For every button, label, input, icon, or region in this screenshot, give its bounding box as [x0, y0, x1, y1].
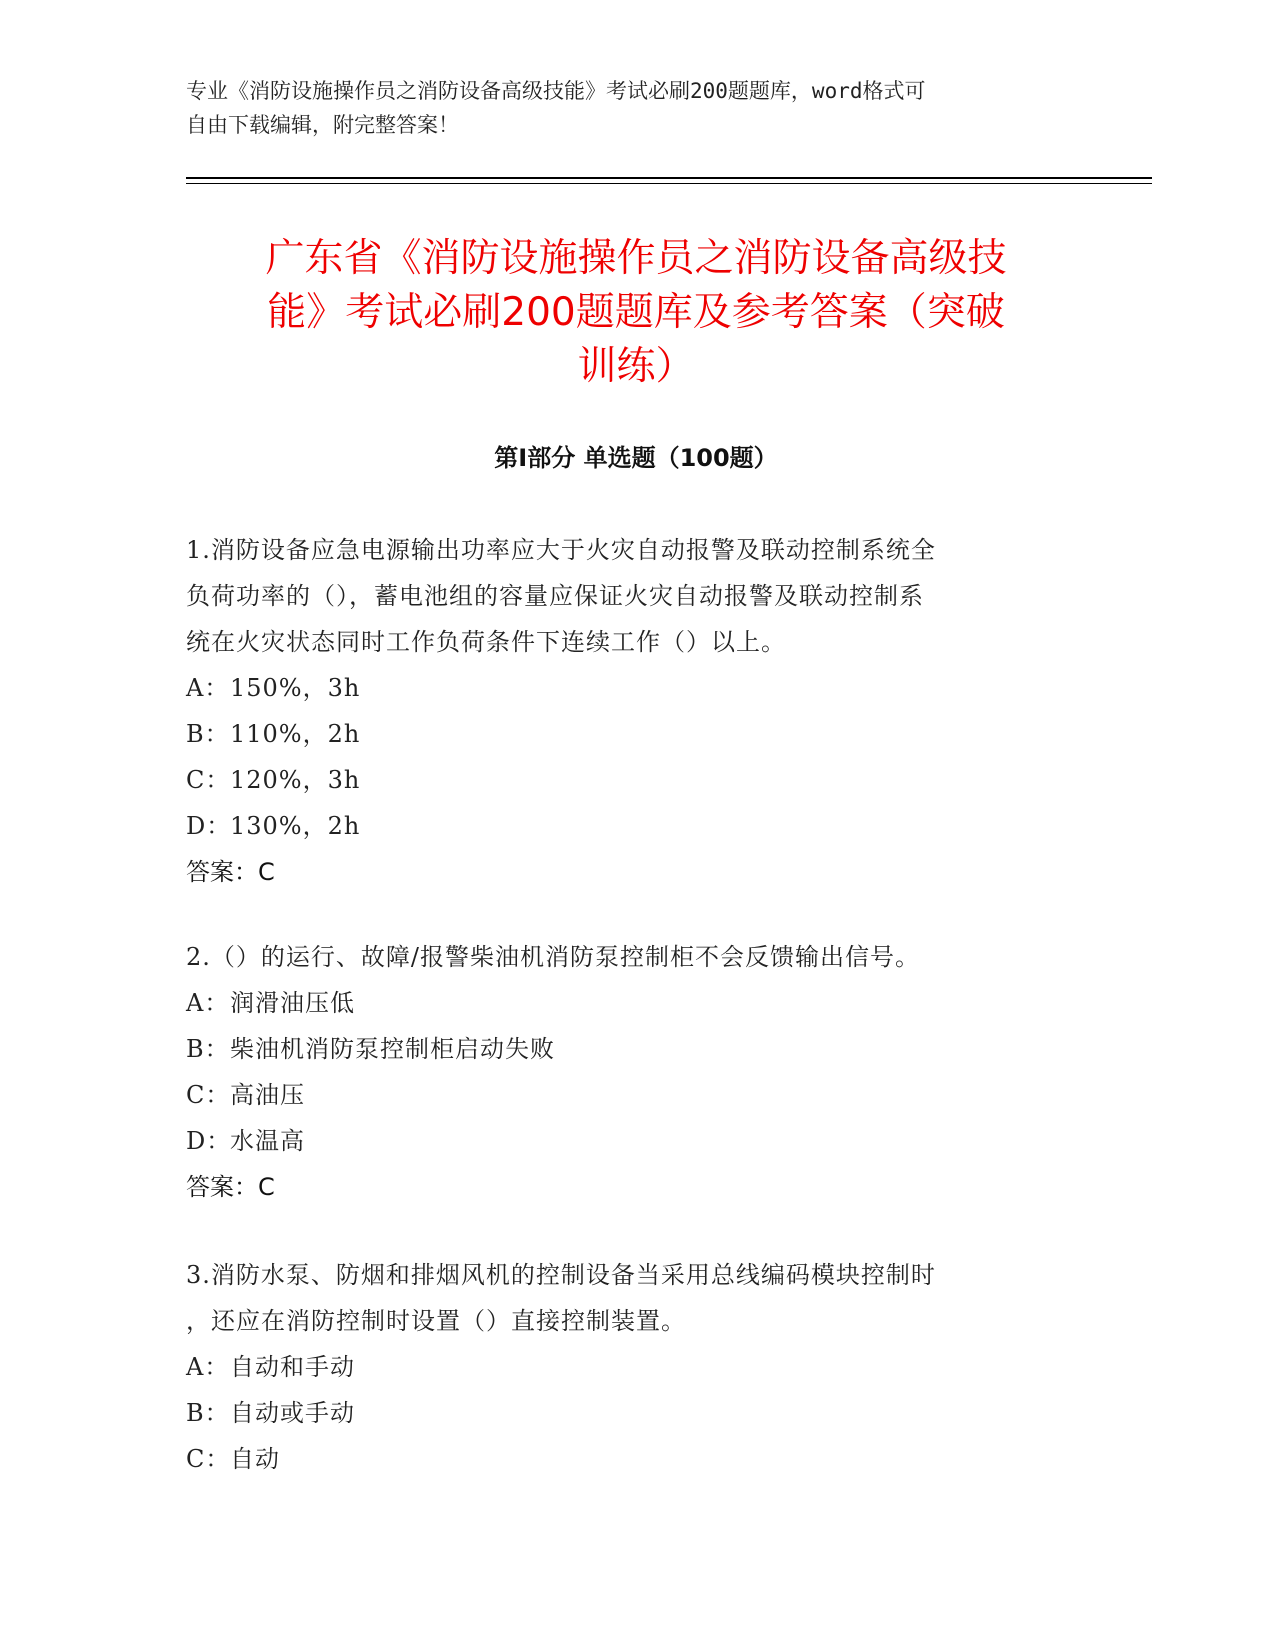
- option-key: B：: [186, 720, 230, 748]
- option-key: B：: [186, 1035, 230, 1063]
- header-note-line-1: 专业《消防设施操作员之消防设备高级技能》考试必刷200题题库，word格式可: [186, 79, 926, 103]
- option-text: 柴油机消防泵控制柜启动失败: [230, 1035, 555, 1063]
- option-text: 高油压: [230, 1081, 305, 1109]
- option-key: C：: [186, 1081, 231, 1109]
- section-title: 第Ⅰ部分 单选题（100题）: [494, 444, 778, 472]
- answer: 答案：C: [186, 1173, 275, 1201]
- header-divider-thick: [186, 177, 1152, 179]
- option-text: 130%，2h: [230, 812, 361, 840]
- option-c: [186, 1072, 1066, 1118]
- question-stem-line: 1.消防设备应急电源输出功率应大于火灾自动报警及联动控制系统全: [186, 536, 936, 564]
- document-title-line-1: 广东省《消防设施操作员之消防设备高级技: [265, 236, 1007, 281]
- option-a: [186, 980, 1066, 1026]
- question-2: [186, 934, 1066, 1210]
- document-title-line-3: 训练）: [577, 344, 695, 389]
- option-text: 110%，2h: [230, 720, 361, 748]
- option-a: [186, 1344, 1066, 1390]
- option-key: D：: [186, 1127, 232, 1155]
- question-stem-line: 统在火灾状态同时工作负荷条件下连续工作（）以上。: [186, 628, 786, 656]
- option-a: [186, 665, 1066, 711]
- header-note: [186, 74, 1086, 142]
- option-text: 水温高: [230, 1127, 305, 1155]
- header-divider-thin: [186, 183, 1152, 184]
- question-1: [186, 527, 1066, 895]
- option-text: 150%，3h: [230, 674, 361, 702]
- option-b: [186, 1026, 1066, 1072]
- option-b: [186, 711, 1066, 757]
- option-b: [186, 1390, 1066, 1436]
- option-key: D：: [186, 812, 232, 840]
- option-text: 自动或手动: [230, 1399, 355, 1427]
- option-c: [186, 1436, 1066, 1482]
- question-stem-line: 负荷功率的（），蓄电池组的容量应保证火灾自动报警及联动控制系: [186, 582, 924, 610]
- option-text: 自动: [230, 1445, 280, 1473]
- document-title: [186, 232, 1086, 394]
- option-key: A：: [186, 1353, 230, 1381]
- option-text: 润滑油压低: [230, 989, 355, 1017]
- option-key: B：: [186, 1399, 230, 1427]
- option-d: [186, 1118, 1066, 1164]
- question-stem-line: 2.（）的运行、故障/报警柴油机消防泵控制柜不会反馈输出信号。: [186, 943, 920, 971]
- option-key: A：: [186, 989, 230, 1017]
- document-title-line-2: 能》考试必刷200题题库及参考答案（突破: [267, 290, 1005, 335]
- question-stem-line: ，还应在消防控制时设置（）直接控制装置。: [186, 1307, 686, 1335]
- header-note-line-2: 自由下载编辑，附完整答案！: [186, 113, 459, 137]
- answer: 答案：C: [186, 858, 275, 886]
- option-text: 120%，3h: [230, 766, 361, 794]
- option-key: C：: [186, 766, 231, 794]
- option-d: [186, 803, 1066, 849]
- option-key: C：: [186, 1445, 231, 1473]
- option-text: 自动和手动: [230, 1353, 355, 1381]
- option-c: [186, 757, 1066, 803]
- question-3: [186, 1252, 1066, 1482]
- question-stem-line: 3.消防水泵、防烟和排烟风机的控制设备当采用总线编码模块控制时: [186, 1261, 936, 1289]
- option-key: A：: [186, 674, 230, 702]
